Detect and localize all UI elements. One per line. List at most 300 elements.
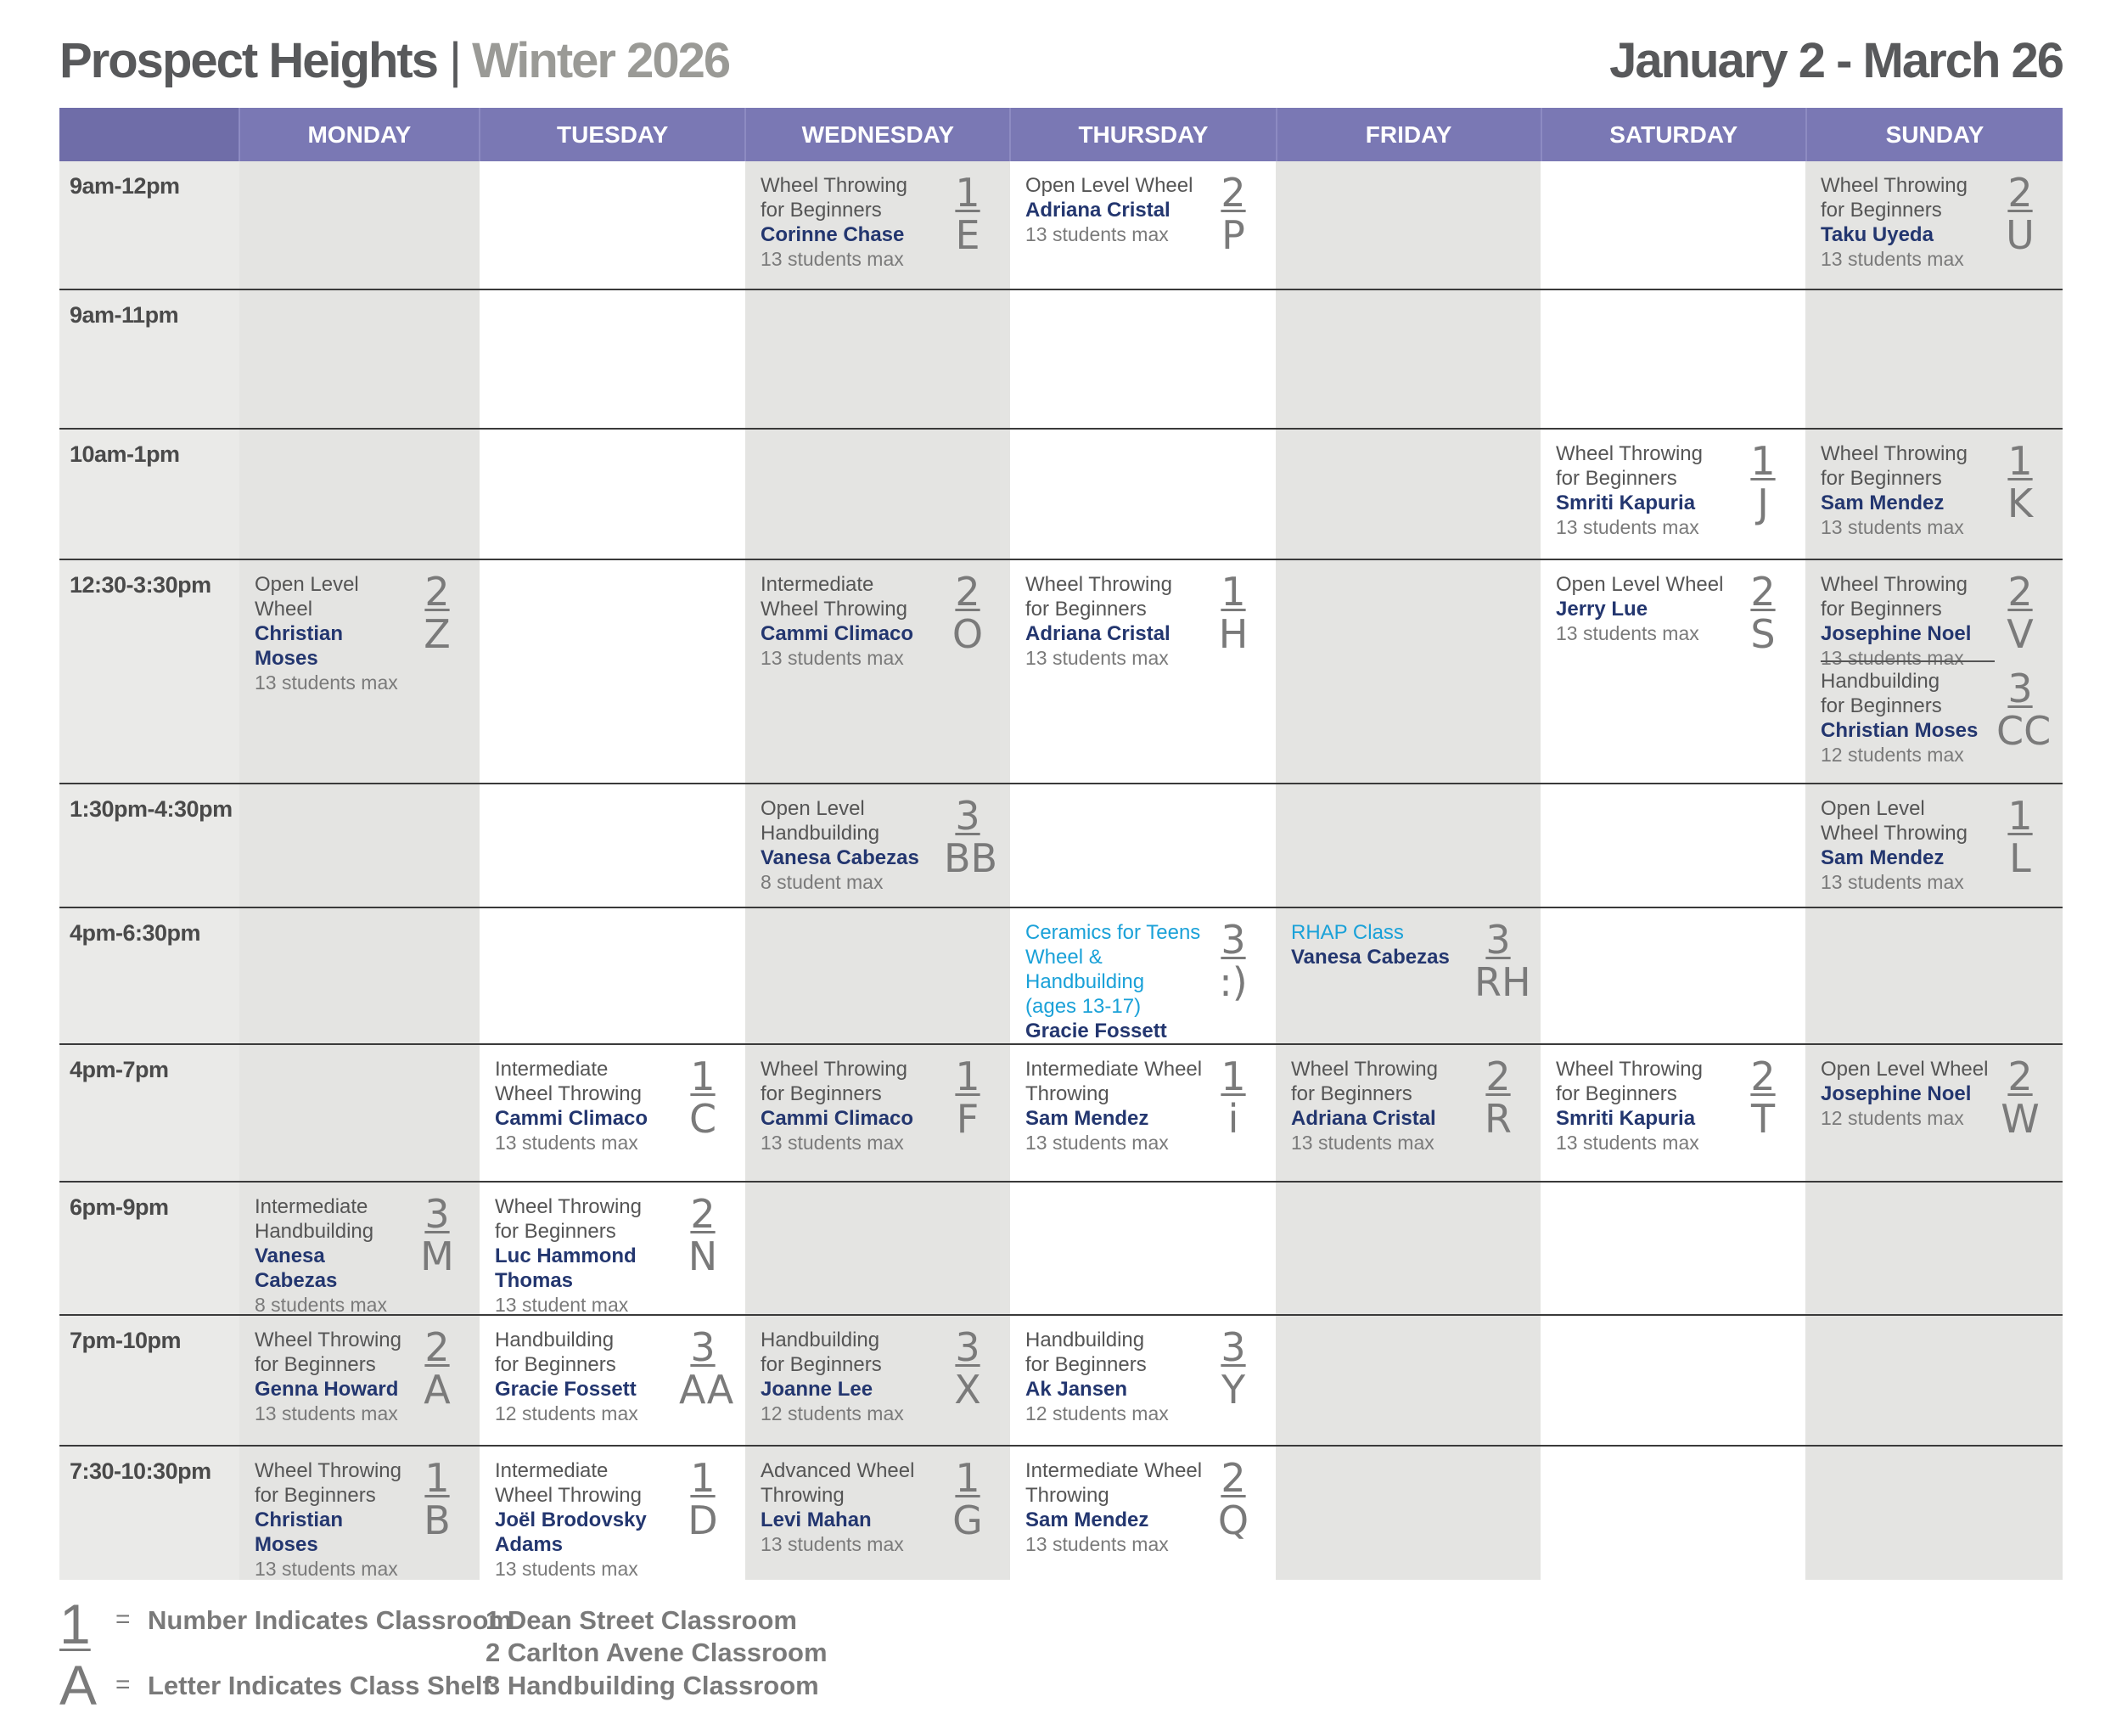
schedule-cell: [480, 560, 745, 783]
legend-equals: =: [115, 1671, 131, 1699]
class-capacity: 13 students max: [1556, 1132, 1699, 1154]
class-name: Open Level Handbuilding: [761, 797, 880, 845]
instructor-name: Luc Hammond Thomas: [495, 1244, 637, 1292]
class-capacity: 13 student max: [495, 1294, 629, 1314]
classroom-number: 2: [2007, 1053, 2033, 1099]
class-capacity: 13 students max: [1291, 1132, 1434, 1154]
schedule-cell: [745, 1447, 1010, 1580]
class-capacity: 13 students max: [1821, 248, 1964, 270]
time-slot-cell: [59, 1183, 239, 1314]
room-shelf-tag: [679, 1324, 734, 1413]
room-shelf-tag: [1210, 569, 1257, 657]
room-shelf-tag: [1739, 569, 1787, 657]
class-entry: [495, 1057, 677, 1155]
class-capacity: 13 students max: [1556, 622, 1699, 644]
schedule-cell: [239, 1183, 480, 1314]
schedule-cell: [745, 560, 1010, 783]
instructor-name: Cammi Climaco: [495, 1107, 648, 1130]
schedule-cell: [1805, 161, 2063, 289]
schedule-cell: [1805, 784, 2063, 907]
class-name: Wheel Throwing for Beginners: [1556, 1058, 1703, 1105]
time-slot-label: 4pm-7pm: [70, 1057, 169, 1082]
shelf-letter: G: [952, 1497, 983, 1543]
schedule-cell: [1010, 290, 1276, 428]
room-shelf-tag: [1210, 1324, 1257, 1413]
classroom-number: 1: [1221, 1053, 1246, 1099]
classroom-number: 1: [2007, 793, 2033, 839]
shelf-letter: BB: [944, 835, 998, 881]
instructor-name: Cammi Climaco: [761, 622, 914, 645]
class-entry: [761, 173, 942, 272]
schedule-cell: [1541, 290, 1805, 428]
class-capacity: 13 students max: [255, 1402, 398, 1424]
day-header-saturday: SATURDAY: [1541, 108, 1805, 161]
shelf-letter: N: [688, 1233, 718, 1279]
shelf-letter: CC: [1996, 708, 2052, 754]
class-name: Ceramics for Teens Wheel & Handbuilding (ages 13-17): [1025, 921, 1201, 1018]
class-entry: [495, 1328, 677, 1426]
class-capacity: 13 students max: [255, 1558, 398, 1580]
time-row: [59, 1445, 2063, 1580]
title-separator: |: [449, 33, 461, 88]
schedule-cell: [1805, 290, 2063, 428]
class-name: Open Level Wheel: [1556, 573, 1724, 596]
classroom-number: 2: [955, 569, 980, 615]
class-capacity: 13 students max: [1025, 1132, 1169, 1154]
time-row: [59, 1314, 2063, 1445]
schedule-cell: [1276, 290, 1541, 428]
schedule-cell: [1541, 1183, 1805, 1314]
class-entry: [255, 1194, 412, 1314]
classroom-number: 2: [424, 1324, 450, 1370]
instructor-name: Adriana Cristal: [1025, 622, 1170, 645]
class-name: Wheel Throwing for Beginners: [761, 1058, 907, 1105]
header-corner: [59, 108, 239, 161]
schedule-cell: [1276, 784, 1541, 907]
schedule-cell: [1276, 1183, 1541, 1314]
class-capacity: 13 students max: [1025, 223, 1169, 245]
classroom-number: 1: [2007, 438, 2033, 484]
room-shelf-tag: [413, 1191, 461, 1279]
classroom-number: 3: [1221, 1324, 1246, 1370]
schedule-cell: [239, 1045, 480, 1181]
class-entry: [1821, 173, 1995, 272]
time-slot-cell: [59, 560, 239, 783]
class-name: Advanced Wheel Throwing: [761, 1459, 915, 1507]
class-name: Intermediate Wheel Throwing: [495, 1459, 642, 1507]
instructor-name: Smriti Kapuria: [1556, 492, 1696, 514]
class-entry: [1821, 796, 1995, 895]
schedule-cell: [1010, 161, 1276, 289]
class-entry: [1821, 441, 1995, 540]
class-entry: [761, 1458, 942, 1557]
class-capacity: 13 students max: [255, 671, 398, 694]
class-name: Intermediate Wheel Throwing: [1025, 1459, 1203, 1507]
shelf-letter: C: [688, 1096, 717, 1142]
room-shelf-tag: [1996, 569, 2044, 657]
classroom-number: 3: [955, 1324, 980, 1370]
class-capacity: 13 students max: [1821, 647, 1964, 669]
schedule-cell: [239, 161, 480, 289]
class-capacity: 13 students max: [1821, 871, 1964, 893]
shelf-letter: O: [952, 611, 984, 657]
time-slot-label: 6pm-9pm: [70, 1194, 169, 1220]
shelf-letter: V: [2007, 611, 2034, 657]
shelf-letter: W: [2001, 1096, 2040, 1142]
instructor-name: Smriti Kapuria: [1556, 1107, 1696, 1130]
schedule-cell: [480, 161, 745, 289]
day-header-monday: MONDAY: [239, 108, 479, 161]
instructor-name: Corinne Chase: [761, 223, 905, 246]
time-row: [59, 1043, 2063, 1181]
shelf-letter: F: [956, 1096, 980, 1142]
time-slot-cell: [59, 784, 239, 907]
class-divider: [1821, 660, 1995, 662]
schedule-cell: [239, 908, 480, 1043]
class-name: Open Level Wheel: [255, 573, 359, 621]
schedule-cell: [1276, 430, 1541, 559]
schedule-cell: [480, 908, 745, 1043]
classroom-number: 2: [2007, 170, 2033, 216]
room-shelf-tag: [1210, 170, 1257, 258]
legend-equals: =: [115, 1605, 131, 1633]
time-slot-label: 9am-11pm: [70, 302, 179, 328]
class-capacity: 8 student max: [761, 871, 884, 893]
class-capacity: 13 students max: [1025, 1533, 1169, 1555]
classroom-number: 1: [1221, 569, 1246, 615]
class-entry: [1025, 1057, 1208, 1155]
legend-letter-label: Letter Indicates Class Shelf: [148, 1671, 491, 1700]
room-shelf-tag: [944, 170, 991, 258]
instructor-name: Sam Mendez: [1821, 492, 1945, 514]
instructor-name: Jerry Lue: [1556, 598, 1648, 621]
class-capacity: 13 students max: [761, 1132, 904, 1154]
class-entry: [761, 1057, 942, 1155]
time-row: [59, 289, 2063, 428]
class-entry: [495, 1194, 677, 1314]
class-entry: [1556, 572, 1737, 646]
time-slot-cell: [59, 290, 239, 428]
shelf-letter: X: [954, 1367, 981, 1413]
schedule-cell: [239, 430, 480, 559]
class-name: Intermediate Handbuilding: [255, 1195, 374, 1243]
room-shelf-tag: [413, 1324, 461, 1413]
legend-classroom-1: 1 Dean Street Classroom: [486, 1605, 797, 1635]
class-entry: [761, 572, 942, 671]
schedule-cell: [480, 1447, 745, 1580]
time-row: [59, 559, 2063, 783]
class-name: Intermediate Wheel Throwing: [1025, 1058, 1203, 1105]
shelf-letter: L: [2009, 835, 2031, 881]
class-name: Handbuilding for Beginners: [1025, 1329, 1147, 1376]
classroom-number: 1: [955, 170, 980, 216]
date-range: January 2 - March 26: [1609, 33, 2063, 88]
schedule-cell: [1805, 1316, 2063, 1445]
time-slot-label: 9am-12pm: [70, 173, 180, 199]
instructor-name: Joanne Lee: [761, 1378, 873, 1401]
day-header-wednesday: WEDNESDAY: [744, 108, 1009, 161]
shelf-letter: P: [1221, 212, 1245, 258]
schedule-cell: [1010, 1447, 1276, 1580]
class-entry: [1291, 1057, 1473, 1155]
schedule-cell: [1541, 908, 1805, 1043]
schedule-cell: [1276, 908, 1541, 1043]
day-header-sunday: SUNDAY: [1805, 108, 2063, 161]
instructor-name: Sam Mendez: [1821, 846, 1945, 869]
room-shelf-tag: [413, 569, 461, 657]
classroom-number: 2: [1221, 1455, 1246, 1501]
legend: [59, 1592, 828, 1716]
shelf-letter: R: [1485, 1096, 1512, 1142]
class-entry: [1025, 920, 1208, 1043]
instructor-name: Adriana Cristal: [1025, 199, 1170, 222]
class-entry: [255, 572, 412, 695]
class-name: Wheel Throwing for Beginners: [255, 1459, 401, 1507]
schedule-cell: [480, 784, 745, 907]
time-slot-label: 1:30pm-4:30pm: [70, 796, 233, 822]
instructor-name: Gracie Fossett: [1025, 1020, 1167, 1042]
schedule-cell: [745, 290, 1010, 428]
room-shelf-tag: [1210, 1455, 1257, 1543]
class-entry: [1291, 920, 1473, 969]
instructor-name: Christian Moses: [1821, 719, 1979, 742]
instructor-name: Gracie Fossett: [495, 1378, 637, 1401]
class-capacity: 8 students max: [255, 1294, 387, 1314]
shelf-letter: Q: [1217, 1497, 1249, 1543]
class-capacity: 12 students max: [1025, 1402, 1169, 1424]
class-name: Wheel Throwing for Beginners: [1025, 573, 1172, 621]
room-shelf-tag: [944, 1324, 991, 1413]
classroom-number: 1: [690, 1455, 716, 1501]
schedule-cell: [1276, 161, 1541, 289]
legend-letter-key: A: [59, 1654, 98, 1716]
class-entry: [1821, 572, 1995, 671]
classroom-number: 3: [1485, 917, 1511, 963]
class-name: Open Level Wheel Throwing: [1821, 797, 1968, 845]
class-entry: [1025, 572, 1208, 671]
room-shelf-tag: [1739, 438, 1787, 526]
class-name: Open Level Wheel: [1821, 1058, 1989, 1081]
shelf-letter: M: [420, 1233, 454, 1279]
room-shelf-tag: [944, 1053, 991, 1142]
classroom-number: 2: [1485, 1053, 1511, 1099]
shelf-letter: Z: [424, 611, 451, 657]
room-shelf-tag: [1996, 1053, 2044, 1142]
class-capacity: 13 students max: [761, 1533, 904, 1555]
page-title: [59, 32, 729, 89]
schedule-cell: [1805, 430, 2063, 559]
room-shelf-tag: [1996, 666, 2052, 754]
room-shelf-tag: [1739, 1053, 1787, 1142]
class-entry: [255, 1458, 412, 1580]
shelf-letter: Y: [1221, 1367, 1246, 1413]
day-header-tuesday: TUESDAY: [479, 108, 744, 161]
shelf-letter: A: [424, 1367, 451, 1413]
instructor-name: Adriana Cristal: [1291, 1107, 1436, 1130]
schedule-cell: [480, 1045, 745, 1181]
shelf-letter: T: [1750, 1096, 1776, 1142]
instructor-name: Joël Brodovsky Adams: [495, 1508, 647, 1556]
class-entry: [761, 796, 942, 895]
shelf-letter: E: [955, 212, 980, 258]
classroom-number: 2: [690, 1191, 716, 1237]
class-entry: [1556, 441, 1737, 540]
schedule-cell: [1010, 430, 1276, 559]
schedule-rows: [59, 161, 2063, 1580]
room-shelf-tag: [413, 1455, 461, 1543]
instructor-name: Ak Jansen: [1025, 1378, 1128, 1401]
classroom-number: 1: [690, 1053, 716, 1099]
room-shelf-tag: [679, 1053, 727, 1142]
time-slot-label: 12:30-3:30pm: [70, 572, 211, 598]
room-shelf-tag: [679, 1191, 727, 1279]
schedule-cell: [1805, 1183, 2063, 1314]
class-name: Wheel Throwing for Beginners: [1821, 174, 1968, 222]
schedule-cell: [745, 908, 1010, 1043]
class-name: Wheel Throwing for Beginners: [1291, 1058, 1438, 1105]
class-entry: [1025, 173, 1208, 247]
season-label: Winter 2026: [472, 33, 730, 88]
shelf-letter: S: [1750, 611, 1776, 657]
classroom-number: 2: [424, 569, 450, 615]
schedule-cell: [745, 1183, 1010, 1314]
instructor-name: Josephine Noel: [1821, 622, 1972, 645]
day-header-friday: FRIDAY: [1276, 108, 1541, 161]
instructor-name: Levi Mahan: [761, 1508, 872, 1531]
class-capacity: 13 students max: [495, 1132, 638, 1154]
time-row: [59, 428, 2063, 559]
schedule-cell: [745, 1045, 1010, 1181]
classroom-number: 1: [955, 1455, 980, 1501]
schedule-cell: [1010, 1183, 1276, 1314]
classroom-number: 3: [955, 793, 980, 839]
schedule-cell: [1276, 1447, 1541, 1580]
schedule-cell: [1541, 560, 1805, 783]
schedule-cell: [480, 1183, 745, 1314]
classroom-number: 3: [690, 1324, 716, 1370]
room-shelf-tag: [1210, 917, 1257, 1005]
class-name: Intermediate Wheel Throwing: [761, 573, 907, 621]
class-capacity: 13 students max: [1821, 516, 1964, 538]
schedule-cell: [745, 1316, 1010, 1445]
schedule-cell: [1541, 784, 1805, 907]
room-shelf-tag: [1996, 438, 2044, 526]
time-slot-cell: [59, 908, 239, 1043]
schedule-cell: [745, 430, 1010, 559]
room-shelf-tag: [1474, 917, 1531, 1005]
schedule-cell: [1276, 1316, 1541, 1445]
class-capacity: 13 students max: [495, 1558, 638, 1580]
shelf-letter: H: [1218, 611, 1249, 657]
class-name: Handbuilding for Beginners: [495, 1329, 616, 1376]
class-name: Wheel Throwing for Beginners: [761, 174, 907, 222]
time-slot-cell: [59, 1316, 239, 1445]
schedule-cell: [1805, 908, 2063, 1043]
class-entry: [761, 1328, 942, 1426]
classroom-number: 3: [424, 1191, 450, 1237]
room-shelf-tag: [1210, 1053, 1257, 1142]
class-name: Handbuilding for Beginners: [761, 1329, 882, 1376]
instructor-name: Vanesa Cabezas: [761, 846, 919, 869]
shelf-letter: D: [688, 1497, 718, 1543]
class-entry: [1821, 1057, 1995, 1131]
shelf-letter: U: [2006, 212, 2035, 258]
time-slot-label: 7:30-10:30pm: [70, 1458, 211, 1484]
time-slot-cell: [59, 1045, 239, 1181]
class-name: RHAP Class: [1291, 921, 1404, 944]
class-capacity: 12 students max: [1821, 744, 1964, 766]
schedule-cell: [239, 560, 480, 783]
class-entry: [1025, 1328, 1208, 1426]
schedule-cell: [480, 430, 745, 559]
class-name: Wheel Throwing for Beginners: [1556, 442, 1703, 490]
time-row: [59, 907, 2063, 1043]
time-row: [59, 783, 2063, 907]
shelf-letter: :): [1219, 959, 1248, 1005]
schedule-cell: [1805, 1045, 2063, 1181]
class-capacity: 13 students max: [761, 248, 904, 270]
shelf-letter: AA: [679, 1367, 734, 1413]
class-name: Intermediate Wheel Throwing: [495, 1058, 642, 1105]
class-capacity: 12 students max: [495, 1402, 638, 1424]
legend-number-key: 1: [59, 1593, 91, 1655]
class-entry: [495, 1458, 677, 1580]
shelf-letter: K: [2007, 480, 2034, 526]
schedule-cell: [239, 1316, 480, 1445]
classroom-number: 1: [424, 1455, 450, 1501]
schedule-cell: [1541, 430, 1805, 559]
room-shelf-tag: [944, 1455, 991, 1543]
classroom-number: 2: [1750, 1053, 1776, 1099]
shelf-letter: B: [424, 1497, 451, 1543]
schedule-cell: [745, 161, 1010, 289]
classroom-number: 1: [1750, 438, 1776, 484]
class-name: Handbuilding for Beginners: [1821, 670, 1942, 717]
class-name: Wheel Throwing for Beginners: [1821, 573, 1968, 621]
room-shelf-tag: [1996, 170, 2044, 258]
legend-number-label: Number Indicates Classroom: [148, 1605, 512, 1635]
time-slot-label: 7pm-10pm: [70, 1328, 182, 1353]
schedule-cell: [1541, 161, 1805, 289]
class-entry: [1821, 669, 1995, 767]
schedule-cell: [480, 1316, 745, 1445]
schedule-grid: [59, 108, 2063, 1580]
classroom-number: 3: [1221, 917, 1246, 963]
classroom-number: 2: [1221, 170, 1246, 216]
instructor-name: Christian Moses: [255, 622, 344, 670]
schedule-cell: [239, 784, 480, 907]
class-capacity: 13 students max: [761, 647, 904, 669]
schedule-cell: [1541, 1316, 1805, 1445]
instructor-name: Vanesa Cabezas: [255, 1244, 338, 1292]
shelf-letter: J: [1757, 480, 1769, 526]
time-row: [59, 161, 2063, 289]
instructor-name: Sam Mendez: [1025, 1107, 1149, 1130]
schedule-cell: [239, 290, 480, 428]
class-name: Open Level Wheel: [1025, 174, 1193, 197]
class-capacity: 12 students max: [1821, 1107, 1964, 1129]
classroom-number: 1: [955, 1053, 980, 1099]
class-entry: [255, 1328, 412, 1426]
shelf-letter: RH: [1474, 959, 1531, 1005]
class-name: Wheel Throwing for Beginners: [495, 1195, 642, 1243]
schedule-cell: [1010, 908, 1276, 1043]
schedule-cell: [1010, 1045, 1276, 1181]
class-entry: [1556, 1057, 1737, 1155]
class-entry: [1025, 1458, 1208, 1557]
room-shelf-tag: [1474, 1053, 1522, 1142]
instructor-name: Cammi Climaco: [761, 1107, 914, 1130]
